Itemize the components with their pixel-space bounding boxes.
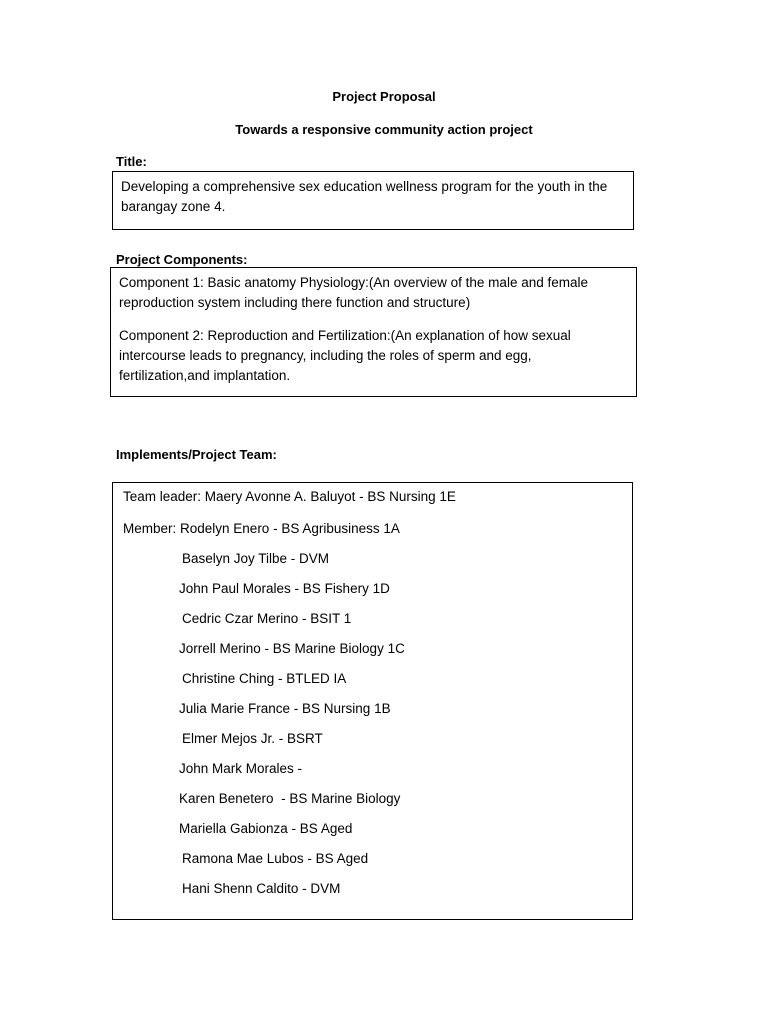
component-2-text: Component 2: Reproduction and Fertilization:(An explanation of how sexual intercourse leads to pregnancy, including the roles of sperm and egg, fertilization,and implantation. — [119, 328, 571, 383]
team-member: Elmer Mejos Jr. - BSRT — [182, 731, 323, 746]
title-box — [112, 171, 634, 230]
components-box — [110, 267, 637, 397]
team-member: Jorrell Merino - BS Marine Biology 1C — [179, 641, 405, 656]
team-member: John Paul Morales - BS Fishery 1D — [179, 581, 390, 596]
team-member: Karen Benetero - BS Marine Biology — [179, 791, 401, 806]
team-member: John Mark Morales - — [179, 761, 303, 776]
team-member: Cedric Czar Merino - BSIT 1 — [182, 611, 352, 626]
team-member: Baselyn Joy Tilbe - DVM — [182, 551, 330, 566]
team-member: Mariella Gabionza - BS Aged — [179, 821, 353, 836]
components-label: Project Components: — [116, 252, 248, 267]
component-1-text: Component 1: Basic anatomy Physiology:(An overview of the male and female reproduction system including there function and structure) — [119, 275, 588, 310]
team-leader: Team leader: Maery Avonne A. Baluyot - BS Nursing 1E — [123, 489, 456, 504]
team-member: Julia Marie France - BS Nursing 1B — [179, 701, 391, 716]
document-subheading: Towards a responsive community action project — [235, 122, 533, 137]
title-text: Developing a comprehensive sex education wellness program for the youth in the barangay zone 4. — [121, 179, 608, 214]
team-box — [112, 482, 633, 920]
document-heading: Project Proposal — [332, 89, 436, 104]
title-label: Title: — [116, 154, 147, 169]
team-member: Hani Shenn Caldito - DVM — [182, 881, 341, 896]
team-member: Christine Ching - BTLED IA — [182, 671, 347, 686]
team-label: Implements/Project Team: — [116, 447, 277, 462]
team-member: Member: Rodelyn Enero - BS Agribusiness 1A — [123, 521, 400, 536]
team-member: Ramona Mae Lubos - BS Aged — [182, 851, 369, 866]
